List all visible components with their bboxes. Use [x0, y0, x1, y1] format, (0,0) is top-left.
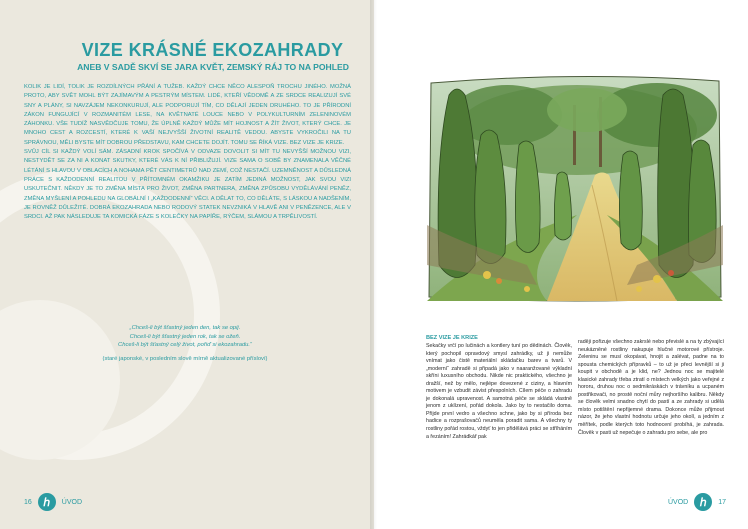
quote-line-1: „Chceš-li být šťastný jeden den, tak se opij.	[129, 325, 241, 331]
section-heading: BEZ VIZE JE KRIZE	[426, 335, 478, 341]
publisher-logo-icon: ℎ	[694, 493, 712, 511]
book-spine	[370, 0, 380, 529]
quote-source: (staré japonské, v posledním slově mírně aktualizované přísloví)	[102, 355, 268, 362]
article-column-1: Sekačky vrčí po lučinách a kontlery tuní po dědinách. Člověk, který pochopil opravdový smysl zahrádky, už ji nemůže vnímat jako čistě materiální skládačku barev a tvarů. V „moderní“ zahradě si připadá jako v naaranžované výkladní skříni luxusního obchodu. Nikde nic praktického, všechno je dražší, než by mělo, nejlépe dovezené z ciziny, a hlavním motivem je vzbudit závist přespolních. Cílem péče o zahradu je dokonalá upravenost. A samotná péče se skládá vlastně jenom z uklízení, pořád dokola. Jako by to nestačilo doma. Přijde první vedro a všechno schne, jako by si příroda bez hadice a rozprašovačů neuměla poradit sama. A všechny ty rostliny pořád rostou, vždyť to jen přidělává práci se stříháním a řezáním! Zahrádkář pak	[426, 343, 572, 440]
article-column-2: raději pořizuje všechno zakrslé nebo převislé a na ty zbývající neukázněné rostliny nakupuje hlučné motorové přístroje. Zeleninu se musí okopávat, hnojit a zalévat, padne na to spousta chemických přípravků – to už je přeci levnější si ji koupit v obchodě a je klid, ne? Jednou noc se majitelé klasické zahrady třeba ztratí o místech velkých jako veřejné z hororu, druhou noc o sedmikráskách v trávníku a ucpaném postřikovači, no prostě noční můry nejhoršího kalibru. Někdy se člověk velmi snadno chytí do pastí a ze zahrady si udělá místo potištění nepřijemné drama. Dokonce může přijmout názor, že jeho vlastní hodnotu určuje jeho okolí, a jedním z měřítek, podle kterých toto hodnocení probíhá, je zahrada. Člověk v pasti už nepečuje o zahradu pro sebe, ale pro	[578, 339, 724, 436]
quote-line-3: Chceš-li být šťastný celý život, pořiď si ekozahradu.“	[118, 342, 252, 349]
quote-line-2: Chceš-li být šťastný jeden rok, tak se ožeň.	[129, 333, 241, 340]
page-number-left: 16	[24, 498, 32, 506]
intro-paragraph-1: KOLIK JE LIDÍ, TOLIK JE ROZDÍLNÝCH PŘÁNÍ A TUŽEB. KAŽDÝ CHCE NĚCO ALESPOŇ TROCHU JINÉHO. MOŽNÁ PROTO, ABY SVĚT MOHL BÝT ZAJÍMAVÝM A PESTRÝM MÍSTEM. LIDÉ, KTEŘÍ VĚDOMĚ A ZE SRDCE REALIZUJÍ SVÉ SNY A PLÁNY, SI NAVZÁJEM NEKONKURUJÍ, ALE PODPORUJÍ TÍM, CO DĚLAJÍ JEDEN DRUHÉHO. TO JE PŘÍRODNÍ ZÁKON FUNGUJÍCÍ V ROZMANITÉM LESE, NA KVĚTNATÉ LOUCE NEBO V POLYKULTURNÍM ZELENINOVÉM ZÁHONKU. VŠE TUDÍŽ NASVĚDČUJE TOMU, ŽE ÚPLNĚ KAŽDÝ MŮŽE MÍT HOJNOST A ŽÍT ŽIVOT, KTERÝ CHCE. JE MNOHO CEST A ROZCESTÍ, KTERÉ K VAŠÍ NEJVYŠŠÍ ŽIVOTNÍ REALITĚ VEDOU. ABYSTE VYKROČILI NA TU SPRÁVNOU, MĚLI BYSTE MÍT DOBROU PŘEDSTAVU, KAM CHCETE DOJÍT. TOMU SE ŘÍKÁ VIZE. BEZ VIZE JE KRIZE.	[24, 84, 351, 146]
section-label-left: ÚVOD	[61, 498, 83, 506]
page-subtitle: ANEB V SADĚ SKVÍ SE JARA KVĚT, ZEMSKÝ RÁJ TO NA POHLED	[77, 62, 349, 72]
page-number-right: 17	[718, 498, 726, 506]
proverb-quote	[40, 324, 330, 363]
publisher-logo-icon: ℎ	[38, 493, 56, 511]
footer-left	[24, 493, 82, 511]
intro-text	[24, 83, 351, 222]
intro-paragraph-2: SVŮJ CÍL SI KAŽDÝ VOLÍ SÁM. ZÁSADNÍ KROK SPOČÍVÁ V ODVAZE DOVOLIT SI MÍT TU NEVYŠŠÍ MOŽNOU VIZI, NESTYDĚT SE ZA NI A KONAT SKUTKY, KTERÉ VÁS K NÍ PŘIBLIŽUJÍ. VIZE SAMA O SOBĚ BY ZNAMENALA VĚČNÉ LÉTÁNÍ S HLAVOU V OBLACÍCH A NOHAMA PĚT CENTIMETRŮ NAD ZEMÍ, COŽ NESTAČÍ. UZEMNĚNOST A DŮSLEDNÁ PRÁCE S KAŽDODENNÍ REALITOU V PŘÍTOMNÉM OKAMŽIKU JE ZATÍM JEDINÁ MOŽNOST, JAK SVOU VIZI USKUTEČNIT. NĚKDY JE TO ZMĚNA MÍSTA PRO ŽIVOT, ZMĚNA PARTNERA, ZMĚNA ZPŮSOBU VYDĚLÁVÁNÍ PENĚZ, ZMĚNA MYŠLENÍ A POHLEDU NA GLOBÁLNÍ I „KAŽDODENNÍ“ VĚCI. A DĚLAT TO, CO DĚLÁTE, S LÁSKOU A NADŠENÍM, JE ROVNĚŽ DŮLEŽITÉ. DOBRÁ EKOZAHRADA NEBO RODOVÝ STATEK NEVZNIKÁ V HLAVĚ ANI V PENĚZENCE, ALE V SRDCI. AŽ PAK NÁSLEDUJE TA KOMICKÁ FÁZE S KOLEČKY NA PAPÍŘE, RÝČEM, SLÁMOU A TRPĚLIVOSTÍ.	[24, 149, 351, 221]
page-title: VIZE KRÁSNÉ EKOZAHRADY	[81, 40, 344, 60]
section-label-right: ÚVOD	[667, 498, 689, 506]
garden-illustration	[427, 75, 723, 302]
footer-right	[668, 493, 726, 511]
